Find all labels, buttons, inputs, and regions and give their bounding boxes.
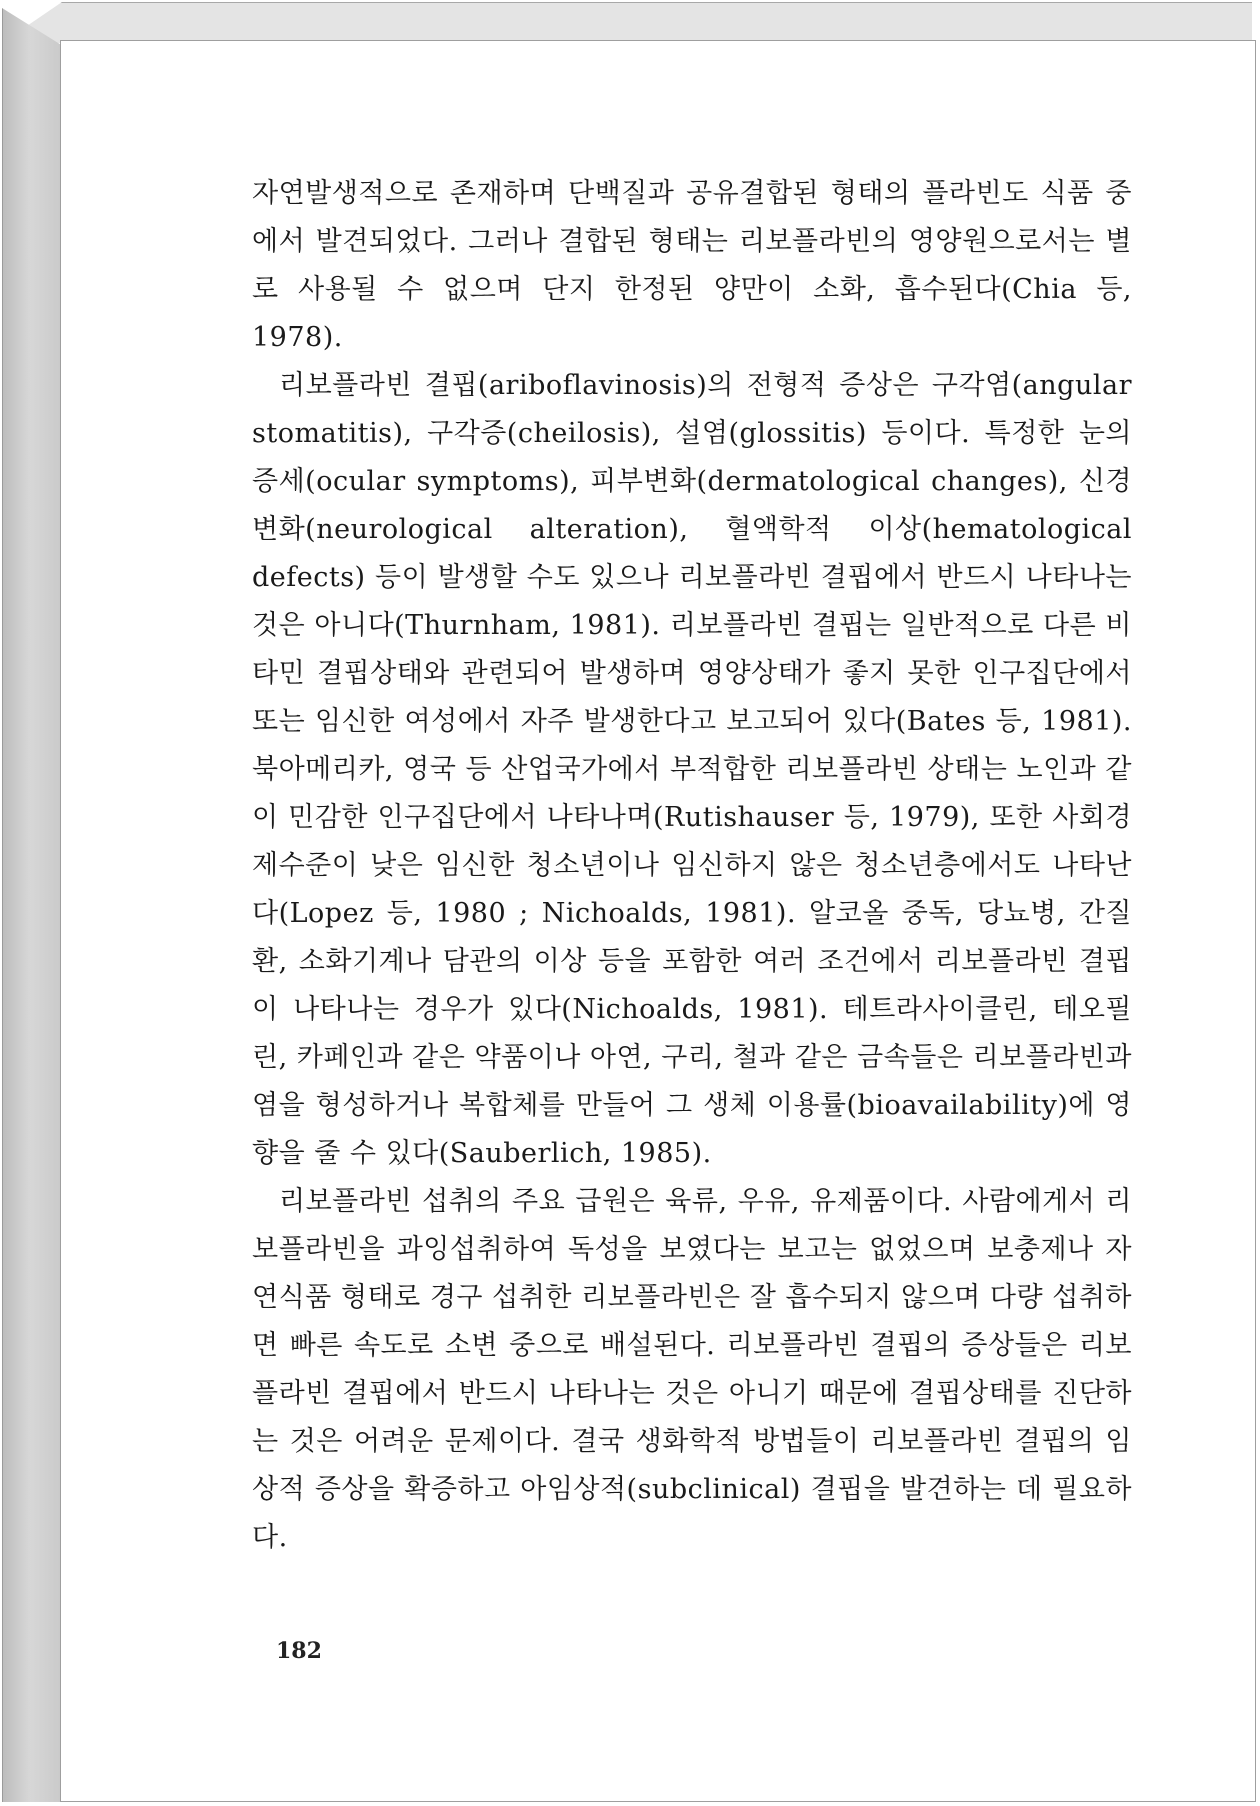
- page-number: 182: [276, 1638, 322, 1664]
- paragraph-1: 자연발생적으로 존재하며 단백질과 공유결합된 형태의 플라빈도 식품 중에서 발견되었다. 그러나 결합된 형태는 리보플라빈의 영양원으로서는 별로 사용될 수 없으며 단지 한정된 양만이 소화, 흡수된다(Chia 등, 1978).: [252, 178, 1132, 353]
- page-body: [252, 170, 1132, 1562]
- book-top-edge: [2, 2, 1252, 43]
- book-spine: [2, 8, 63, 1802]
- paragraph-3: 리보플라빈 섭취의 주요 급원은 육류, 우유, 유제품이다. 사람에게서 리보플라빈을 과잉섭취하여 독성을 보였다는 보고는 없었으며 보충제나 자연식품 형태로 경구 섭취한 리보플라빈은 잘 흡수되지 않으며 다량 섭취하면 빠른 속도로 소변 중으로 배설된다. 리보플라빈 결핍의 증상들은 리보플라빈 결핍에서 반드시 나타나는 것은 아니기 때문에 결핍상태를 진단하는 것은 어려운 문제이다. 결국 생화학적 방법들이 리보플라빈 결핍의 임상적 증상을 확증하고 아임상적(subclinical) 결핍을 발견하는 데 필요하다.: [252, 1186, 1132, 1553]
- paragraph-2: 리보플라빈 결핍(ariboflavinosis)의 전형적 증상은 구각염(angular stomatitis), 구각증(cheilosis), 설염(glossitis) 등이다. 특정한 눈의 증세(ocular symptoms), 피부변화(dermatological changes), 신경변화(neurological alteration), 혈액학적 이상(hematological defects) 등이 발생할 수도 있으나 리보플라빈 결핍에서 반드시 나타나는 것은 아니다(Thurnham, 1981). 리보플라빈 결핍는 일반적으로 다른 비타민 결핍상태와 관련되어 발생하며 영양상태가 좋지 못한 인구집단에서 또는 임신한 여성에서 자주 발생한다고 보고되어 있다(Bates 등, 1981). 북아메리카, 영국 등 산업국가에서 부적합한 리보플라빈 상태는 노인과 같이 민감한 인구집단에서 나타나며(Rutishauser 등, 1979), 또한 사회경제수준이 낮은 임신한 청소년이나 임신하지 않은 청소년층에서도 나타난다(Lopez 등, 1980 ; Nichoalds, 1981). 알코올 중독, 당뇨병, 간질환, 소화기계나 담관의 이상 등을 포함한 여러 조건에서 리보플라빈 결핍이 나타나는 경우가 있다(Nichoalds, 1981). 테트라사이클린, 테오필린, 카페인과 같은 약품이나 아연, 구리, 철과 같은 금속들은 리보플라빈과 염을 형성하거나 복합체를 만들어 그 생체 이용률(bioavailability)에 영향을 줄 수 있다(Sauberlich, 1985).: [252, 370, 1132, 1169]
